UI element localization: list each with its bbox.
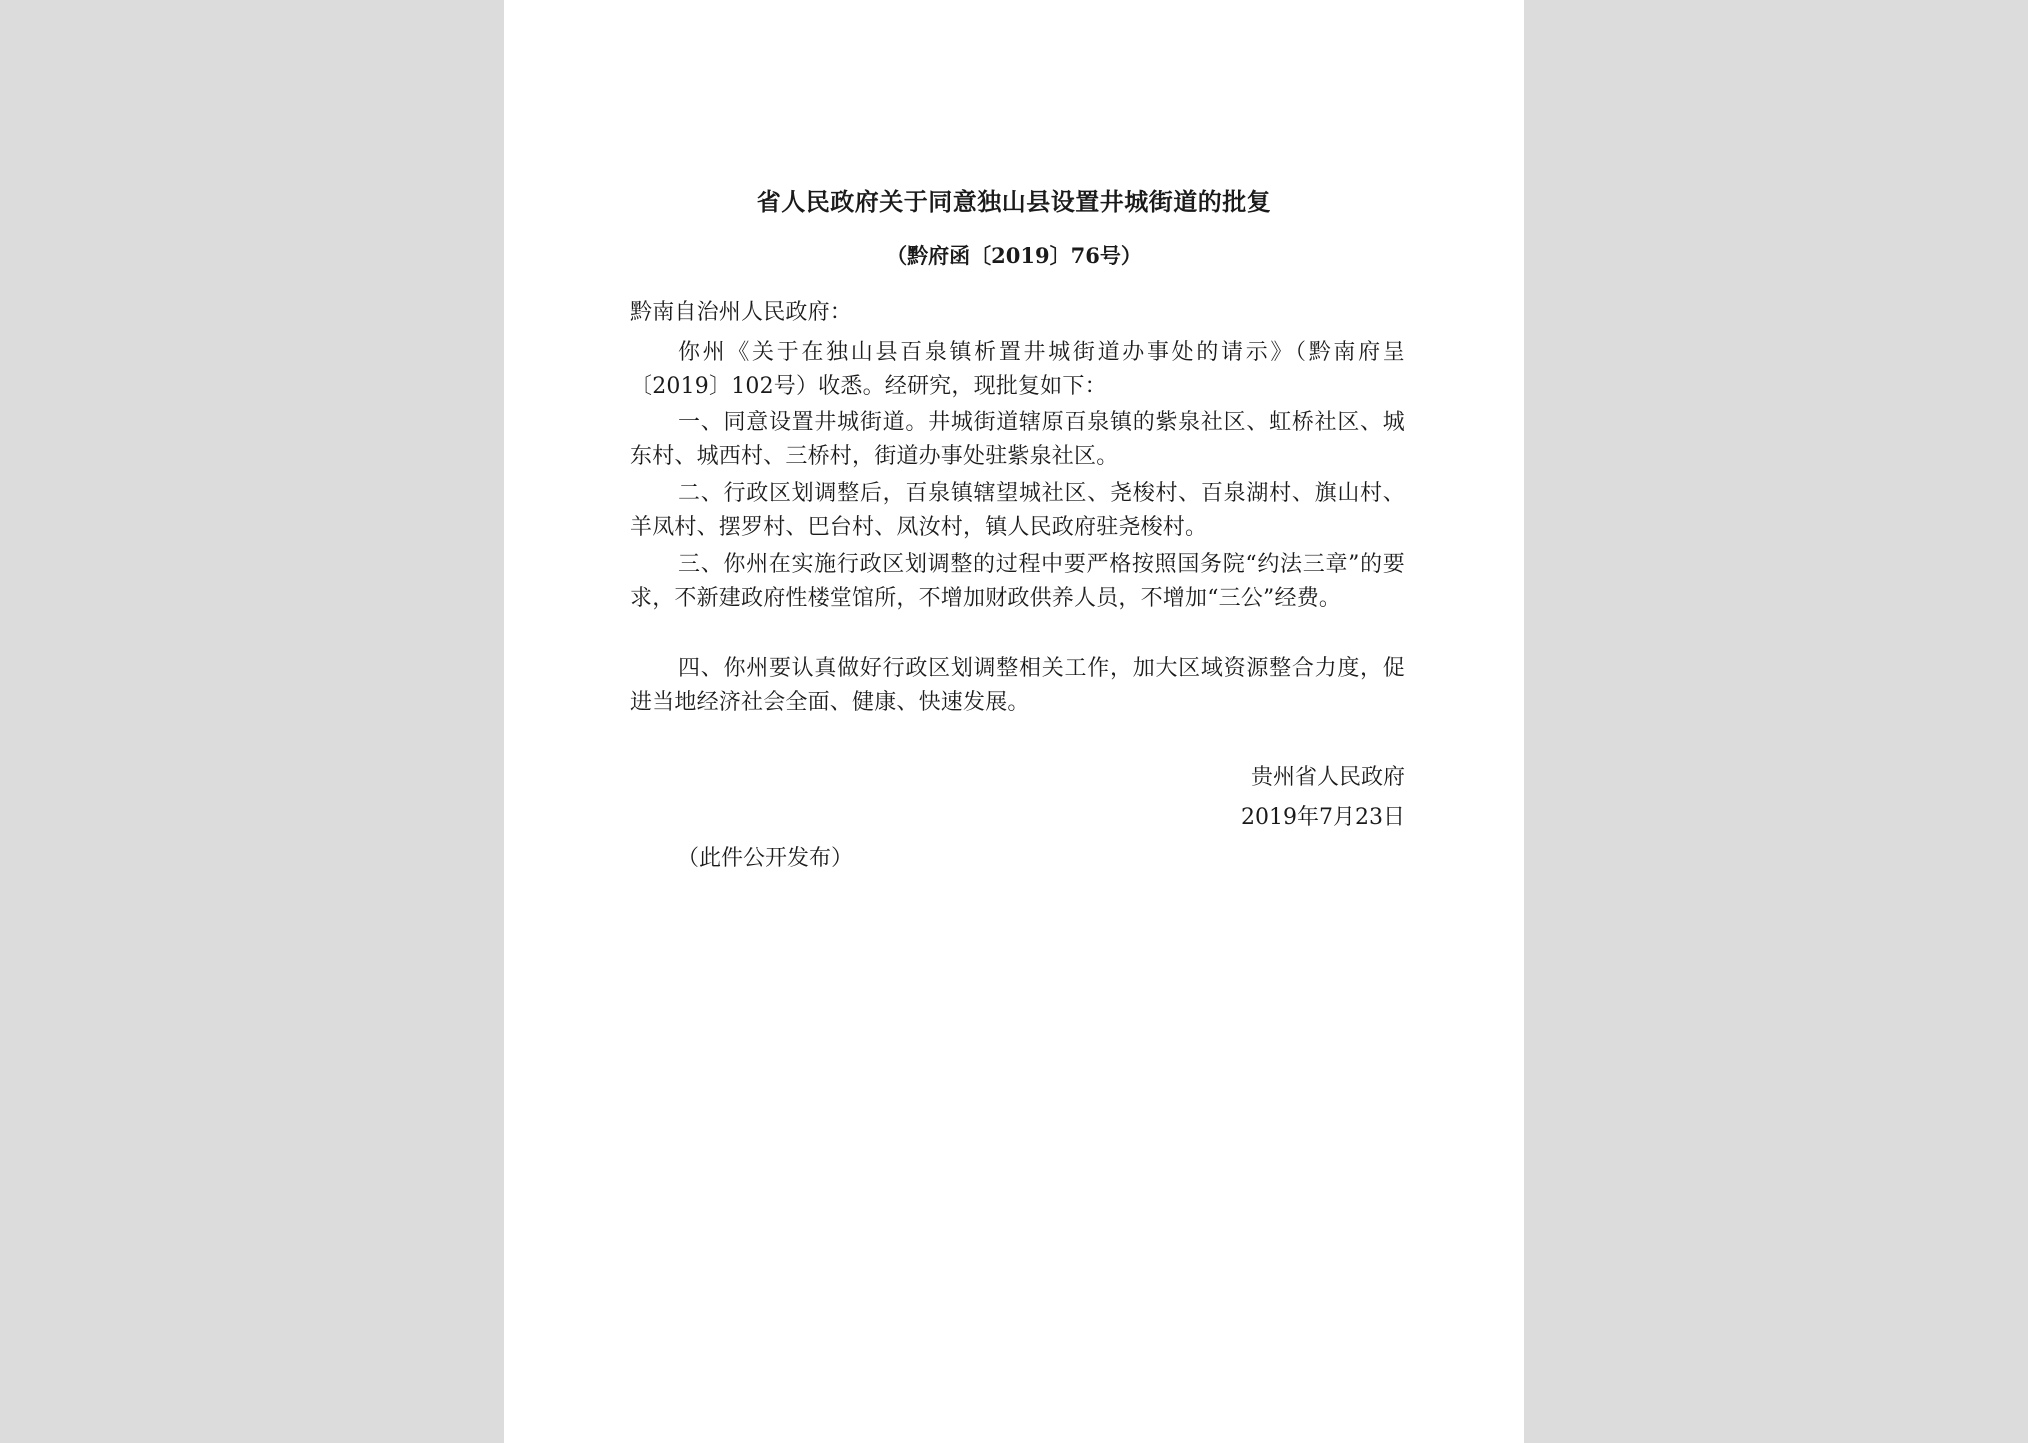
paragraph-item-1: 一、同意设置井城街道。井城街道辖原百泉镇的紫泉社区、虹桥社区、城东村、城西村、三桥村，街道办事处驻紫泉社区。 [630,410,1405,469]
document-title: 省人民政府关于同意独山县设置井城街道的批复 [756,187,1272,216]
publish-note: （此件公开发布） [677,846,854,871]
document-page [504,0,1524,1443]
paragraph-item-3: 三、你州在实施行政区划调整的过程中要严格按照国务院“约法三章”的要求，不新建政府性楼堂馆所，不增加财政供养人员，不增加“三公”经费。 [630,552,1405,611]
paragraph-intro: 你州《关于在独山县百泉镇析置井城街道办事处的请示》（黔南府呈〔2019〕102号）收悉。经研究，现批复如下： [630,340,1405,399]
paragraph-item-4: 四、你州要认真做好行政区划调整相关工作，加大区域资源整合力度，促进当地经济社会全面、健康、快速发展。 [630,656,1405,715]
signature-organization: 贵州省人民政府 [1250,765,1405,790]
paragraph-item-2: 二、行政区划调整后，百泉镇辖望城社区、尧梭村、百泉湖村、旗山村、羊凤村、摆罗村、巴台村、凤汝村，镇人民政府驻尧梭村。 [630,481,1405,540]
addressee: 黔南自治州人民政府： [630,300,853,325]
document-number: （黔府函〔2019〕76号） [886,243,1142,268]
signature-date: 2019年7月23日 [1241,805,1405,830]
